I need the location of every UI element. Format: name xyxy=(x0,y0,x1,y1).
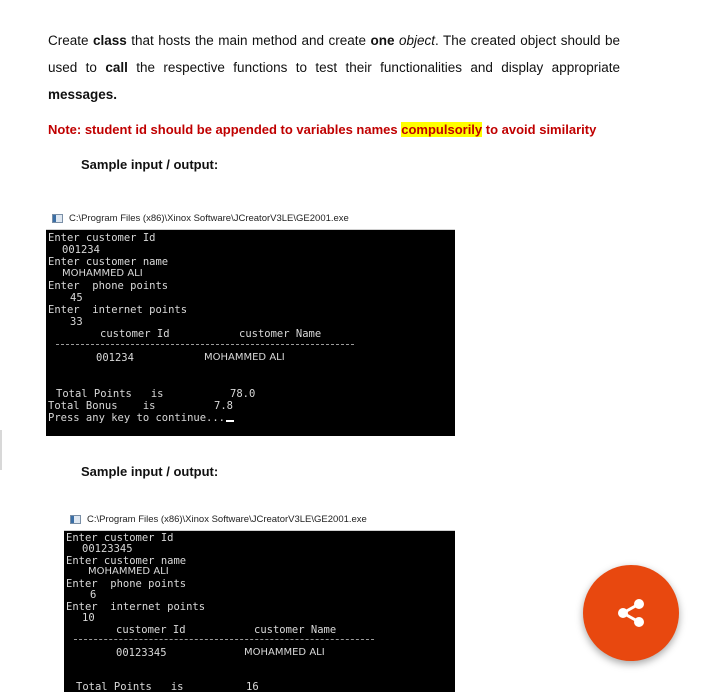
console-line: 001234 xyxy=(96,352,134,364)
console-window xyxy=(64,508,455,692)
paragraph-segment: call xyxy=(105,60,128,75)
console-line: Enter customer name xyxy=(66,555,187,567)
console-title: C:\Program Files (x86)\Xinox Software\JCreatorV3LE\GE2001.exe xyxy=(69,212,349,224)
paragraph-segment: Create xyxy=(48,33,93,48)
console-value: 78.0 xyxy=(230,388,256,400)
console-titlebar xyxy=(46,207,455,230)
console-line: MOHAMMED ALI xyxy=(244,647,325,658)
column-header: customer Name xyxy=(239,328,322,340)
console-window-icon xyxy=(52,214,63,223)
console-line: 00123345 xyxy=(116,647,167,659)
column-header: customer Id xyxy=(100,328,170,340)
separator-line xyxy=(74,639,374,640)
note-text-end: to avoid similarity xyxy=(482,122,597,137)
console-value: 16 xyxy=(246,681,259,692)
console-line: Enter internet points xyxy=(48,304,188,316)
share-icon xyxy=(614,596,648,630)
instruction-paragraph xyxy=(48,27,620,108)
console-window-icon xyxy=(70,515,81,524)
console-line: MOHAMMED ALI xyxy=(204,352,285,363)
paragraph-segment: messages. xyxy=(48,87,118,102)
column-header: customer Name xyxy=(254,624,337,636)
console-value: 7.8 xyxy=(214,400,233,412)
note-highlight: compulsorily xyxy=(401,122,483,137)
console-line: Enter phone points xyxy=(66,578,187,590)
console-line: 6 xyxy=(90,589,97,601)
console-prompt: Press any key to continue... xyxy=(48,412,226,424)
paragraph-segment: one xyxy=(370,33,395,48)
console-output xyxy=(46,230,455,436)
note-line xyxy=(48,122,596,137)
console-line: MOHAMMED ALI xyxy=(62,268,143,279)
separator-line xyxy=(56,344,354,345)
sample-label: Sample input / output: xyxy=(81,157,219,172)
console-window xyxy=(46,207,455,436)
console-line: Total Points is xyxy=(76,681,184,692)
console-cursor xyxy=(226,420,234,422)
console-line: 10 xyxy=(82,612,95,624)
paragraph-segment: class xyxy=(93,33,127,48)
console-titlebar xyxy=(64,508,455,531)
paragraph-segment: that hosts the main method and create xyxy=(126,33,371,48)
sample-label: Sample input / output: xyxy=(81,464,219,479)
share-button[interactable] xyxy=(583,565,679,661)
console-line: MOHAMMED ALI xyxy=(88,566,169,577)
console-line: Enter customer name xyxy=(48,256,169,268)
console-line: Enter phone points xyxy=(48,280,169,292)
console-line: Total Points is xyxy=(56,388,164,400)
paragraph-segment: . The created object should be used to xyxy=(48,33,620,75)
console-line xyxy=(48,412,234,424)
note-text: Note: student id should be appended to variables names xyxy=(48,122,402,137)
console-line: 00123345 xyxy=(82,543,133,555)
console-line: 33 xyxy=(70,316,83,328)
console-line: 001234 xyxy=(62,244,100,256)
column-header: customer Id xyxy=(116,624,186,636)
paragraph-segment: the respective functions to test their functionalities and display appropriate xyxy=(127,60,620,75)
console-line: Total Bonus is xyxy=(48,400,156,412)
console-title: C:\Program Files (x86)\Xinox Software\JCreatorV3LE\GE2001.exe xyxy=(87,513,367,525)
console-output xyxy=(64,531,455,692)
console-line: Enter customer Id xyxy=(66,532,174,544)
console-line: Enter customer Id xyxy=(48,232,156,244)
console-line: Enter internet points xyxy=(66,601,206,613)
paragraph-segment: object xyxy=(398,33,435,48)
page-edge-mark xyxy=(0,430,2,470)
console-line: 45 xyxy=(70,292,83,304)
